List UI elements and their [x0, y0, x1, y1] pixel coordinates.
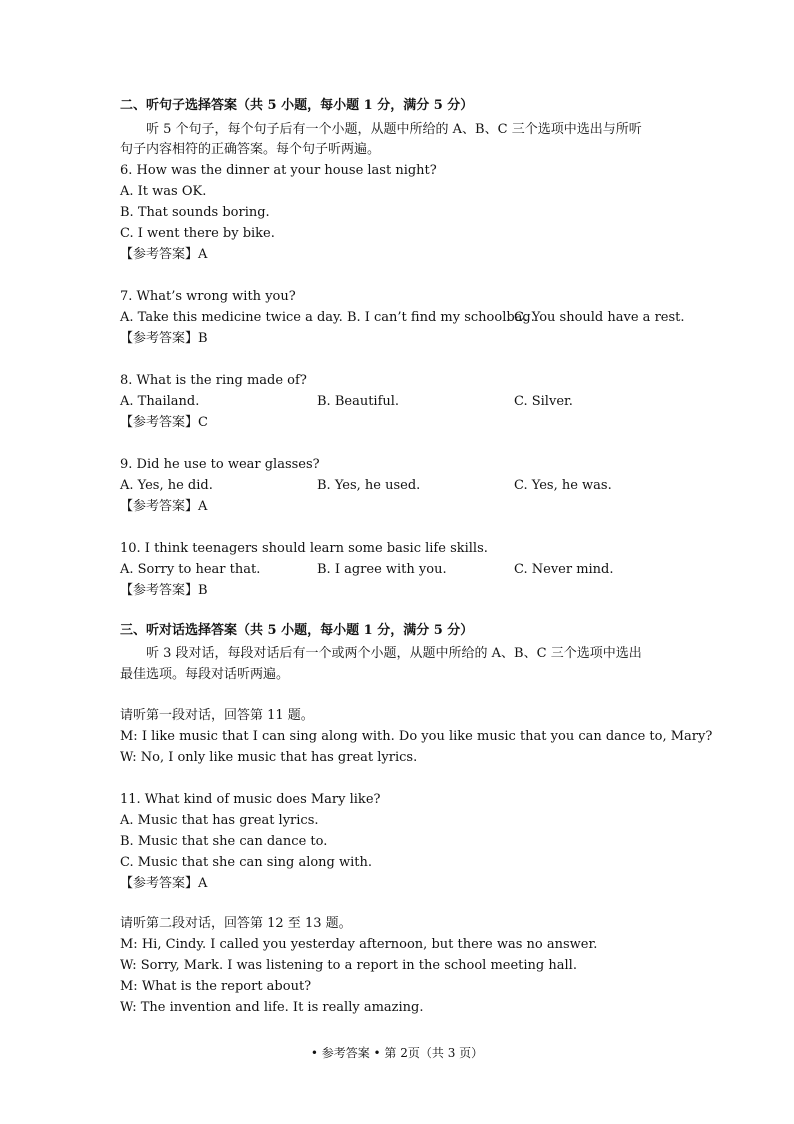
- question-11-option-b: B. Music that she can dance to.: [120, 834, 328, 849]
- question-8-option-a: A. Thailand.: [120, 394, 200, 409]
- section2-heading: 二、听句子选择答案（共 5 小题，每小题 1 分，满分 5 分）: [120, 98, 474, 113]
- question-11: 11. What kind of music does Mary like?: [120, 792, 381, 807]
- question-6-option-b: B. That sounds boring.: [120, 205, 270, 220]
- section2-instructions-line1: 听 5 个句子，每个句子后有一个小题，从题中所给的 A、B、C 三个选项中选出与所听: [146, 122, 642, 137]
- question-7-option-b: B. I can’t find my schoolbag.: [346, 310, 535, 325]
- question-10-answer: 【参考答案】B: [120, 583, 208, 598]
- question-7-option-c: C. You should have a rest.: [514, 310, 685, 325]
- question-10-option-a: A. Sorry to hear that.: [120, 562, 261, 577]
- question-9-option-a: A. Yes, he did.: [120, 478, 213, 493]
- question-8-option-b: B. Beautiful.: [317, 394, 400, 409]
- question-6-option-c: C. I went there by bike.: [120, 226, 275, 241]
- section3-instructions-line2: 最佳选项。每段对话听两遍。: [120, 667, 290, 682]
- dialog2-line-3: M: What is the report about?: [120, 979, 312, 994]
- question-6-answer: 【参考答案】A: [120, 247, 208, 262]
- question-6: 6. How was the dinner at your house last night?: [120, 163, 437, 178]
- question-11-option-a: A. Music that has great lyrics.: [120, 813, 319, 828]
- dialog1-intro: 请听第一段对话，回答第 11 题。: [120, 708, 314, 723]
- question-7-option-a: A. Take this medicine twice a day.: [120, 310, 343, 325]
- question-8-options: [120, 394, 680, 410]
- question-7-options: [120, 310, 685, 326]
- question-8-option-c: C. Silver.: [514, 394, 573, 409]
- question-6-option-a: A. It was OK.: [120, 184, 207, 199]
- question-9-option-c: C. Yes, he was.: [514, 478, 612, 493]
- question-9-options: [120, 478, 680, 494]
- question-11-answer: 【参考答案】A: [120, 876, 208, 891]
- page-footer: • 参考答案 • 第 2页（共 3 页）: [310, 1046, 484, 1060]
- question-9: 9. Did he use to wear glasses?: [120, 457, 320, 472]
- dialog1-line-w: W: No, I only like music that has great lyrics.: [120, 750, 418, 765]
- section3-heading: 三、听对话选择答案（共 5 小题，每小题 1 分，满分 5 分）: [120, 623, 474, 638]
- question-9-option-b: B. Yes, he used.: [317, 478, 421, 493]
- question-7: 7. What’s wrong with you?: [120, 289, 296, 304]
- question-10: 10. I think teenagers should learn some basic life skills.: [120, 541, 488, 556]
- question-10-option-c: C. Never mind.: [514, 562, 614, 577]
- question-10-option-b: B. I agree with you.: [317, 562, 447, 577]
- dialog2-intro: 请听第二段对话，回答第 12 至 13 题。: [120, 916, 352, 931]
- question-7-answer: 【参考答案】B: [120, 331, 208, 346]
- question-10-options: [120, 562, 680, 578]
- question-8-answer: 【参考答案】C: [120, 415, 208, 430]
- section2-instructions-line2: 句子内容相符的正确答案。每个句子听两遍。: [120, 142, 381, 157]
- section3-instructions-line1: 听 3 段对话，每段对话后有一个或两个小题，从题中所给的 A、B、C 三个选项中选出: [146, 646, 642, 661]
- dialog2-line-1: M: Hi, Cindy. I called you yesterday afternoon, but there was no answer.: [120, 937, 598, 952]
- question-9-answer: 【参考答案】A: [120, 499, 208, 514]
- question-8: 8. What is the ring made of?: [120, 373, 307, 388]
- dialog1-line-m: M: I like music that I can sing along with. Do you like music that you can dance to, Mary?: [120, 729, 713, 744]
- dialog2-line-4: W: The invention and life. It is really amazing.: [120, 1000, 424, 1015]
- question-11-option-c: C. Music that she can sing along with.: [120, 855, 373, 870]
- dialog2-line-2: W: Sorry, Mark. I was listening to a report in the school meeting hall.: [120, 958, 577, 973]
